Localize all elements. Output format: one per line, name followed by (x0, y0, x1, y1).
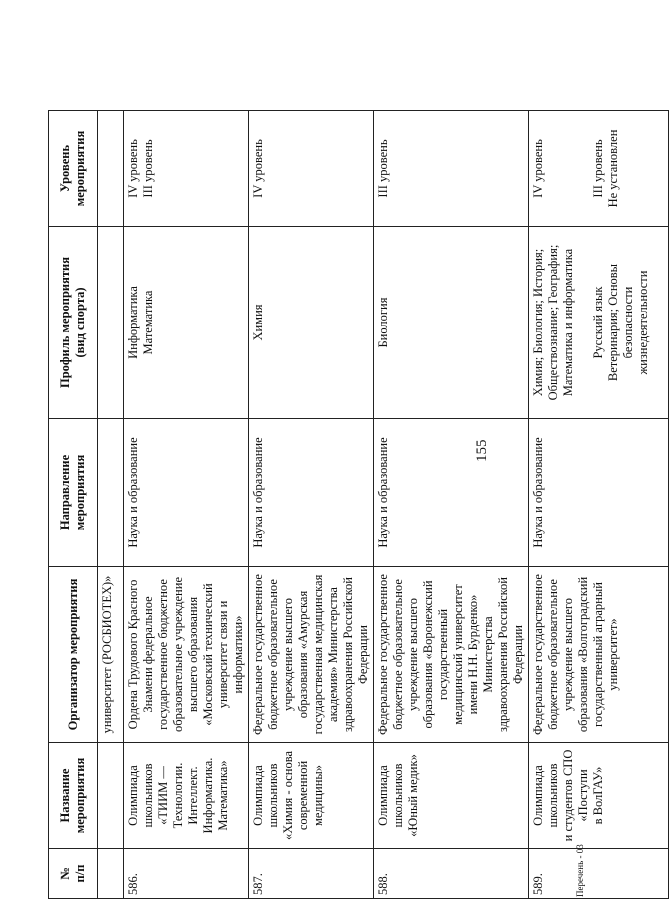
cell-line: Министерства (481, 616, 495, 693)
row-number: 587. (249, 849, 374, 899)
cell-line: Федеральное государственное (531, 574, 545, 735)
cell-line: III уровень (376, 139, 390, 198)
row-number: 588. (374, 849, 529, 899)
cell-line: бюджетное образовательное (391, 579, 405, 730)
event-profile (374, 227, 529, 419)
cell-line: образования «Воронежский (421, 580, 435, 729)
event-organizer (249, 567, 374, 743)
header-line: № (58, 867, 72, 880)
event-direction (374, 419, 529, 567)
header-line: мероприятия (73, 454, 87, 531)
cell-line: Наука и образование (251, 437, 265, 548)
events-table (48, 110, 669, 899)
cell-line: бюджетное образовательное (266, 579, 280, 730)
row-number (98, 849, 124, 899)
event-name (374, 743, 529, 849)
event-organizer (374, 567, 529, 743)
cell-line: Олимпиада школьников (126, 763, 155, 828)
event-name (98, 743, 124, 849)
cell-line: Интеллект. Информатика. (186, 757, 215, 834)
cell-line: Русский язык (591, 286, 605, 359)
cell-line: «Химия - основа (281, 750, 295, 841)
cell-line: жизнедеятельности (636, 270, 650, 375)
event-level (529, 111, 669, 227)
cell-line: имени Н.Н. Бурденко» (466, 594, 480, 715)
cell-line: III уровень (591, 139, 605, 198)
cell-line: Информатика (126, 286, 140, 359)
event-profile (249, 227, 374, 419)
header-line: Профиль мероприятия (58, 257, 72, 389)
event-direction (529, 419, 669, 567)
cell-line: образования «Амурская (296, 590, 310, 719)
table-row (529, 111, 669, 899)
cell-line: медицинский университет (451, 584, 465, 725)
cell-line: и студентов СПО «Поступи (561, 749, 590, 842)
event-level (374, 111, 529, 227)
cell-line: государственный (436, 608, 450, 701)
event-organizer (124, 567, 249, 743)
cell-line: современной медицины» (296, 760, 325, 831)
cell-line: Наука и образование (376, 437, 390, 548)
event-organizer (98, 567, 124, 743)
cell-line: образования «Волгоградский (576, 576, 590, 733)
col-name-header (49, 743, 98, 849)
cell-line (561, 114, 576, 223)
header-line: (вид спорта) (73, 287, 87, 358)
event-direction (124, 419, 249, 567)
cell-line: IV уровень (251, 139, 265, 198)
col-direction-header (49, 419, 98, 567)
cell-line: Знамени федеральное (141, 596, 155, 713)
event-profile (529, 227, 669, 419)
table-row (374, 111, 529, 899)
cell-line: Обществознание; География; (546, 244, 560, 401)
event-direction (249, 419, 374, 567)
col-level-header (49, 111, 98, 227)
cell-line: Олимпиада школьников (376, 763, 405, 828)
cell-line: учреждение высшего (281, 597, 295, 712)
row-number: 586. (124, 849, 249, 899)
event-level (124, 111, 249, 227)
cell-line: Федерации (511, 624, 525, 685)
col-number-header (49, 849, 98, 899)
cell-line: образовательное учреждение (171, 577, 185, 733)
event-profile (98, 227, 124, 419)
cell-line: в ВолГАУ» (591, 766, 605, 825)
header-line: Организатор мероприятия (65, 578, 80, 731)
cell-line: Химия; Биология; История; (531, 248, 545, 397)
cell-line: академия» Министерства (326, 587, 340, 722)
cell-line (576, 230, 591, 415)
footer-text: Перечень - 03 (575, 844, 585, 897)
header-line: Направление (58, 454, 72, 531)
cell-line: Ветеринария; Основы безопасности (606, 263, 635, 382)
cell-line: Федеральное государственное (251, 574, 265, 735)
cell-line: Математика» (216, 760, 230, 831)
cell-line: Федерации (356, 624, 370, 685)
cell-line: информатики» (231, 615, 245, 694)
cell-line: Математика (141, 290, 155, 355)
cell-line: учреждение высшего (561, 597, 575, 712)
cell-line: высшего образования (186, 596, 200, 713)
cell-line: Олимпиада школьников (251, 763, 280, 828)
cell-line: здравоохранения Российской (496, 576, 510, 733)
cell-line (546, 114, 561, 223)
cell-line: университет связи и (216, 600, 230, 709)
event-organizer (529, 567, 669, 743)
cell-line: Биология (376, 297, 390, 348)
event-name (529, 743, 669, 849)
cell-line: Ордена Трудового Красного (126, 579, 140, 730)
header-line: Название мероприятия (58, 757, 87, 834)
table-header-row (49, 111, 98, 899)
event-level (249, 111, 374, 227)
cell-line: государственное бюджетное (156, 579, 170, 730)
cell-line: учреждение высшего (406, 597, 420, 712)
table-row (249, 111, 374, 899)
cell-line: Федеральное государственное (376, 574, 390, 735)
col-organizer-header (49, 567, 98, 743)
event-profile (124, 227, 249, 419)
cell-line: Наука и образование (531, 437, 545, 548)
cell-line: Наука и образование (126, 437, 140, 548)
cell-line: государственный аграрный (591, 582, 605, 727)
cell-line: Химия (251, 304, 265, 341)
cell-line: университет (РОСБИОТЕХ)» (100, 575, 114, 734)
cell-line (576, 114, 591, 223)
col-profile-header (49, 227, 98, 419)
page-number: 155 (474, 439, 490, 462)
cell-line: IV уровень (531, 139, 545, 198)
table-row (124, 111, 249, 899)
cell-line: университет» (606, 618, 620, 691)
cell-line: «Юный медик» (406, 754, 420, 837)
cell-line: здравоохранения Российской (341, 576, 355, 733)
cell-line: III уровень (141, 139, 155, 198)
cell-line: IV уровень (126, 139, 140, 198)
header-line: мероприятия (73, 130, 87, 207)
cell-line: Математика и информатика (561, 248, 575, 397)
header-line: п/п (73, 864, 87, 883)
header-line: Уровень (58, 144, 72, 193)
cell-line: Не установлен (606, 129, 620, 208)
cell-line: «Московский технический (201, 583, 215, 726)
event-name (124, 743, 249, 849)
cell-line: государственная медицинская (311, 574, 325, 735)
cell-line: бюджетное образовательное (546, 579, 560, 730)
event-level (98, 111, 124, 227)
table-row (98, 111, 124, 899)
table-body (98, 111, 669, 899)
event-name (249, 743, 374, 849)
cell-line: «ТИИМ — Технологии. (156, 762, 185, 829)
row-number: 589. (529, 849, 669, 899)
cell-line: Олимпиада школьников (531, 763, 560, 828)
event-direction (98, 419, 124, 567)
